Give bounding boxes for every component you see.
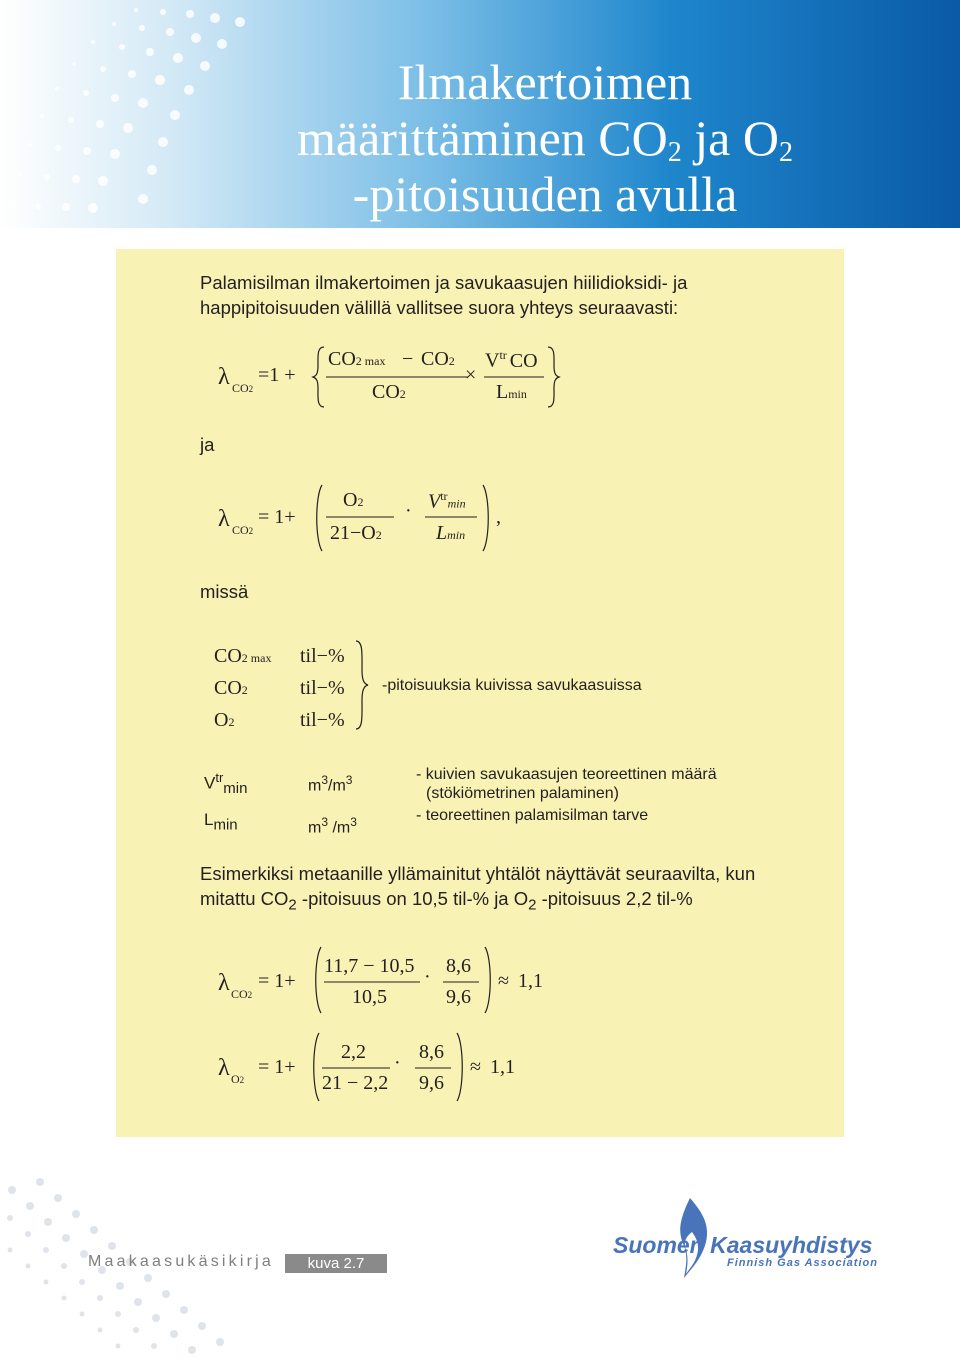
figure-label: kuva 2.7: [285, 1254, 387, 1273]
lmin-unit-b: /m: [328, 819, 351, 837]
v2-sup: tr: [440, 489, 448, 503]
left-paren: [313, 484, 323, 552]
l-letter: L: [496, 381, 509, 403]
title-line-1: Ilmakertoimen: [397, 54, 693, 110]
header-banner: [0, 0, 960, 228]
den-co2-sub: 2: [399, 387, 406, 401]
l2-sub: min: [447, 528, 466, 542]
dot-operator-4: ·: [394, 1052, 401, 1074]
vtr-sub: min: [223, 780, 248, 798]
title-line-2a: määrittäminen CO: [297, 110, 668, 166]
example-2a: mitattu CO: [200, 888, 289, 909]
intro-line-1: Palamisilman ilmakertoimen ja savukaasujen hiilidioksidi- ja: [200, 272, 688, 293]
vtr-desc-1: - kuivien savukaasujen teoreettinen määrä: [416, 766, 717, 783]
lmin-desc: - teoreettinen palamisilman tarve: [416, 807, 649, 824]
lambda4-sub-2: 2: [239, 1075, 245, 1085]
v2-sub: min: [447, 496, 466, 511]
v-letter: V: [485, 349, 500, 372]
lmin-unit: [308, 810, 357, 840]
right-paren: [482, 484, 492, 552]
left-paren-4: [310, 1032, 320, 1102]
right-paren-4: [456, 1032, 466, 1102]
num-o2-text: O: [343, 489, 358, 511]
lmin-unit-sup-a: 3: [321, 815, 329, 829]
lmin-unit-sup-b: 3: [350, 815, 357, 829]
dot-operator: ·: [405, 500, 412, 522]
lambda-sub-2: 2: [248, 384, 254, 394]
v-sup: tr: [499, 348, 507, 362]
den-co2: [372, 381, 406, 404]
lambda-symbol-2: λ: [218, 506, 230, 532]
fraction-bar-7: [322, 1067, 390, 1069]
vtr-unit-b: /m: [328, 777, 346, 795]
equals-one-plus-3: = 1+: [258, 970, 296, 992]
v2-letter: V: [428, 490, 441, 513]
def-row-2-symbol: [214, 677, 248, 700]
lambda4-sub-text: O: [231, 1072, 240, 1086]
result-4: 1,1: [490, 1056, 515, 1078]
book-title: Maakaasukäsikirja: [88, 1253, 275, 1270]
num-co2: [421, 348, 455, 371]
num-o2-sub: 2: [357, 495, 364, 509]
frac3b-den: 9,6: [446, 986, 471, 1008]
fraction-bar-3: [326, 516, 394, 518]
def-row-3-sub: 2: [228, 715, 235, 729]
lambda-sub: [232, 381, 253, 396]
num-co2-sub: 2: [448, 354, 455, 368]
vtr-min: [428, 489, 466, 514]
frac3-den: 10,5: [352, 986, 387, 1008]
vtr-sup: tr: [215, 770, 224, 785]
num-co2max: [328, 348, 385, 371]
lambda3-sub-2: 2: [247, 990, 253, 1000]
title-line-3: -pitoisuuden avulla: [352, 166, 738, 222]
example-line-1: Esimerkiksi metaanille yllämainitut yhtälöt näyttävät seuraavilta, kun: [200, 863, 756, 884]
example-2c: -pitoisuus 2,2 til-%: [536, 888, 693, 909]
frac3-num: 11,7 − 10,5: [324, 955, 415, 977]
brace-description: -pitoisuuksia kuivissa savukaasuissa: [382, 677, 642, 694]
l-sub: min: [508, 387, 527, 401]
approx-3: ≈: [498, 970, 509, 992]
left-brace: [312, 346, 326, 408]
l-min: [496, 381, 527, 404]
fraction-bar-4: [425, 516, 477, 518]
vtr-unit-sup-a: 3: [321, 773, 329, 787]
num-co2max-sub: 2 max: [355, 354, 386, 368]
def-row-1-sym: CO: [214, 645, 242, 667]
den-o-sub: 2: [375, 528, 382, 542]
left-paren-3: [312, 946, 322, 1014]
fraction-bar-2: [484, 376, 544, 378]
l2-min: [436, 522, 465, 545]
num-o2: [343, 489, 363, 512]
def-row-1-sub: 2 max: [241, 651, 272, 665]
example-sub-2: 2: [528, 896, 537, 914]
vtr-desc-2: (stökiömetrinen palaminen): [426, 785, 619, 802]
def-row-2-sub: 2: [241, 683, 248, 697]
page-title: [150, 54, 940, 222]
frac4-den: 21 − 2,2: [322, 1072, 389, 1094]
example-sub-1: 2: [288, 896, 297, 914]
example-line-2: [200, 887, 693, 918]
dot-operator-3: ·: [424, 966, 431, 988]
title-line-2: [150, 110, 940, 166]
frac3b-num: 8,6: [446, 955, 471, 977]
logo-name: Suomen Kaasuyhdistys: [613, 1232, 873, 1258]
def-row-3-sym: O: [214, 709, 229, 731]
lmin-unit-a: m: [308, 819, 322, 837]
def-row-2-sym: CO: [214, 677, 242, 699]
fraction-bar-6: [443, 981, 479, 983]
lambda-sub-3: [231, 987, 252, 1002]
right-brace: [546, 346, 560, 408]
l2-letter: L: [436, 522, 448, 544]
lambda-symbol-4: λ: [218, 1055, 230, 1081]
comma: ,: [496, 506, 501, 528]
missa-label: missä: [200, 581, 249, 602]
def-row-1-unit: til−%: [300, 645, 345, 667]
example-2b: -pitoisuus on 10,5 til-% ja O: [296, 888, 529, 909]
lmin-sym: L: [204, 810, 214, 829]
v-co: CO: [509, 349, 538, 372]
title-line-2b: ja O: [681, 110, 779, 166]
vtr-unit-a: m: [308, 777, 322, 795]
den-21: 21: [330, 522, 350, 544]
fraction-bar-5: [324, 981, 420, 983]
den-o: O: [361, 522, 376, 544]
frac4b-num: 8,6: [419, 1041, 444, 1063]
def-row-3-symbol: [214, 709, 234, 732]
vtr-unit: [308, 768, 352, 798]
num-minus: −: [402, 348, 414, 370]
lambda-symbol: λ: [218, 364, 230, 390]
frac4b-den: 9,6: [419, 1072, 444, 1094]
equals-one-plus: =1 +: [258, 364, 296, 386]
logo-tagline: Finnish Gas Association: [727, 1257, 878, 1269]
ja-label: ja: [200, 434, 215, 455]
frac4-num: 2,2: [341, 1041, 366, 1063]
lambda2-sub-text: CO: [232, 523, 249, 537]
vtr-symbol: [204, 766, 247, 801]
den-co2-text: CO: [372, 381, 400, 403]
def-row-1-symbol: [214, 645, 271, 668]
lmin-sub: min: [213, 816, 238, 834]
right-paren-3: [484, 946, 494, 1014]
definitions-right-brace: [354, 640, 370, 730]
num-co2-text: CO: [421, 348, 449, 370]
den-21-o2: [330, 522, 382, 545]
def-row-2-unit: til−%: [300, 677, 345, 699]
lambda-sub-text: CO: [232, 381, 249, 395]
vtr-sym: V: [204, 773, 216, 793]
lambda-sub-4: [231, 1072, 244, 1087]
equals-one-plus-2: = 1+: [258, 506, 296, 528]
lmin-symbol: [204, 808, 238, 837]
fraction-bar-1: [326, 376, 468, 378]
title-sub-2: 2: [778, 137, 793, 168]
vtr-co: [485, 348, 538, 373]
den-minus: −: [350, 522, 362, 544]
fraction-bar-8: [415, 1067, 451, 1069]
def-row-3-unit: til−%: [300, 709, 345, 731]
result-3: 1,1: [518, 970, 543, 992]
title-sub-1: 2: [667, 137, 682, 168]
times-symbol: ×: [465, 364, 477, 386]
lambda2-sub-2: 2: [248, 526, 254, 536]
approx-4: ≈: [470, 1056, 481, 1078]
lambda3-sub-text: CO: [231, 987, 248, 1001]
equals-one-plus-4: = 1+: [258, 1056, 296, 1078]
vtr-unit-sup-b: 3: [345, 773, 353, 787]
lambda-symbol-3: λ: [218, 970, 230, 996]
lambda-sub-2: [232, 523, 253, 538]
intro-line-2: happipitoisuuden välillä vallitsee suora yhteys seuraavasti:: [200, 297, 679, 318]
num-co2max-text: CO: [328, 348, 356, 370]
